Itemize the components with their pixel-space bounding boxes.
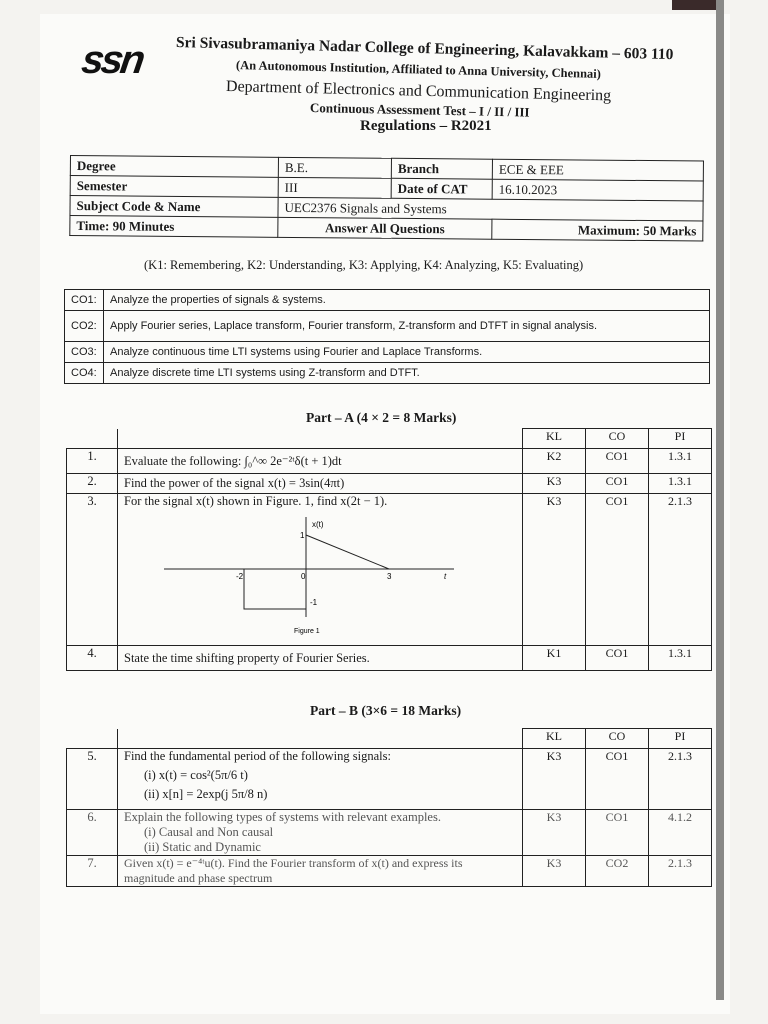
part-b-title: Part – B (3×6 = 18 Marks) bbox=[310, 703, 462, 718]
semester-label: Semester bbox=[70, 176, 278, 198]
question-number: 2. bbox=[67, 474, 118, 494]
tick-label: -1 bbox=[310, 598, 318, 607]
question-cell bbox=[118, 810, 523, 856]
co-text: Analyze discrete time LTI systems using Z-transform and DTFT. bbox=[104, 363, 710, 384]
co-row bbox=[65, 342, 710, 363]
part-a-title: Part – A (4 × 2 = 8 Marks) bbox=[306, 410, 457, 425]
question-text: Explain the following types of systems with relevant examples. bbox=[124, 810, 441, 824]
part-b-table bbox=[66, 728, 712, 887]
scan-edge bbox=[672, 0, 722, 10]
question-kl: K3 bbox=[523, 474, 586, 494]
question-text: Find the power of the signal x(t) = 3sin(4πt) bbox=[118, 474, 523, 494]
col-pi: PI bbox=[649, 429, 712, 449]
time-label: Time: 90 Minutes bbox=[70, 216, 278, 238]
knowledge-levels: (K1: Remembering, K2: Understanding, K3: Applying, K4: Analyzing, K5: Evaluating) bbox=[144, 258, 584, 272]
question-kl: K1 bbox=[523, 646, 586, 671]
semester-value: III bbox=[278, 177, 391, 198]
college-name: Sri Sivasubramaniya Nadar College of Engineering, Kalavakkam – 603 110 bbox=[175, 34, 674, 64]
college-affiliation: (An Autonomous Institution, Affiliated to Anna University, Chennai) bbox=[235, 58, 602, 81]
question-pi: 1.3.1 bbox=[649, 449, 712, 474]
co-label: CO2: bbox=[65, 311, 104, 342]
max-marks: Maximum: 50 Marks bbox=[492, 219, 703, 241]
co-row bbox=[65, 290, 710, 311]
question-kl: K3 bbox=[523, 810, 586, 856]
question-number: 1. bbox=[67, 449, 118, 474]
question-row bbox=[67, 749, 712, 810]
question-pi: 2.1.3 bbox=[649, 749, 712, 810]
question-subpart: (ii) Static and Dynamic bbox=[144, 840, 261, 854]
tick-label: -2 bbox=[236, 572, 244, 581]
co-row bbox=[65, 311, 710, 342]
scan-edge bbox=[716, 0, 724, 1000]
department-name: Department of Electronics and Communication Engineering bbox=[225, 78, 612, 105]
question-subpart: (ii) x[n] = 2exp(j 5π/8 n) bbox=[144, 787, 268, 801]
col-kl: KL bbox=[523, 729, 586, 749]
question-row bbox=[67, 810, 712, 856]
question-row bbox=[67, 494, 712, 646]
question-row bbox=[67, 474, 712, 494]
question-kl: K3 bbox=[523, 494, 586, 646]
y-axis-label: x(t) bbox=[312, 520, 324, 529]
tick-label: 3 bbox=[387, 572, 392, 581]
degree-label: Degree bbox=[70, 156, 278, 178]
question-row bbox=[67, 646, 712, 671]
co-text: Analyze continuous time LTI systems using Fourier and Laplace Transforms. bbox=[104, 342, 710, 363]
question-text: State the time shifting property of Fourier Series. bbox=[118, 646, 523, 671]
question-number: 6. bbox=[67, 810, 118, 856]
date-value: 16.10.2023 bbox=[492, 179, 703, 201]
question-pi: 2.1.3 bbox=[649, 856, 712, 887]
co-row bbox=[65, 363, 710, 384]
co-text: Analyze the properties of signals & systems. bbox=[104, 290, 710, 311]
question-number: 3. bbox=[67, 494, 118, 646]
co-label: CO3: bbox=[65, 342, 104, 363]
answer-all: Answer All Questions bbox=[278, 217, 492, 239]
question-co: CO1 bbox=[586, 474, 649, 494]
question-cell bbox=[118, 494, 523, 646]
course-outcomes-table bbox=[64, 289, 710, 384]
subject-value: UEC2376 Signals and Systems bbox=[278, 197, 703, 221]
co-label: CO4: bbox=[65, 363, 104, 384]
question-pi: 1.3.1 bbox=[649, 646, 712, 671]
question-kl: K3 bbox=[523, 749, 586, 810]
tick-label: 0 bbox=[301, 572, 306, 581]
question-co: CO1 bbox=[586, 646, 649, 671]
signal-figure bbox=[144, 513, 474, 641]
col-co: CO bbox=[586, 429, 649, 449]
ramp-segment bbox=[306, 535, 389, 569]
question-kl: K2 bbox=[523, 449, 586, 474]
question-co: CO1 bbox=[586, 810, 649, 856]
exam-info-table bbox=[69, 155, 704, 242]
question-text: Evaluate the following: ∫₀^∞ 2e⁻²ᵗδ(t + 1)dt bbox=[118, 449, 523, 474]
question-pi: 4.1.2 bbox=[649, 810, 712, 856]
branch-value: ECE & EEE bbox=[492, 159, 703, 181]
x-axis-label: t bbox=[444, 572, 447, 581]
degree-value: B.E. bbox=[278, 157, 391, 178]
co-label: CO1: bbox=[65, 290, 104, 311]
col-co: CO bbox=[586, 729, 649, 749]
question-pi: 1.3.1 bbox=[649, 474, 712, 494]
question-co: CO2 bbox=[586, 856, 649, 887]
tick-label: 1 bbox=[300, 531, 305, 540]
question-co: CO1 bbox=[586, 449, 649, 474]
question-text: Find the fundamental period of the following signals: bbox=[124, 749, 391, 763]
question-number: 7. bbox=[67, 856, 118, 887]
question-cell bbox=[118, 749, 523, 810]
part-a-table bbox=[66, 428, 712, 671]
question-co: CO1 bbox=[586, 749, 649, 810]
question-co: CO1 bbox=[586, 494, 649, 646]
negative-segment bbox=[244, 569, 306, 609]
question-row bbox=[67, 449, 712, 474]
date-label: Date of CAT bbox=[391, 178, 492, 199]
question-subpart: (i) Causal and Non causal bbox=[144, 825, 274, 839]
test-name: Continuous Assessment Test – I / II / III bbox=[309, 100, 530, 120]
question-number: 5. bbox=[67, 749, 118, 810]
question-text: For the signal x(t) shown in Figure. 1, find x(2t − 1). bbox=[124, 494, 388, 508]
question-row bbox=[67, 856, 712, 887]
co-text: Apply Fourier series, Laplace transform, Fourier transform, Z-transform and DTFT in signal analysis. bbox=[104, 311, 710, 342]
subject-label: Subject Code & Name bbox=[70, 196, 278, 218]
question-number: 4. bbox=[67, 646, 118, 671]
question-pi: 2.1.3 bbox=[649, 494, 712, 646]
figure-caption: Figure 1 bbox=[294, 628, 320, 635]
question-text: Given x(t) = e⁻⁴ᵗu(t). Find the Fourier transform of x(t) and express its magnitude and phase spectrum bbox=[118, 856, 523, 887]
col-kl: KL bbox=[523, 429, 586, 449]
branch-label: Branch bbox=[391, 158, 492, 179]
question-kl: K3 bbox=[523, 856, 586, 887]
col-pi: PI bbox=[649, 729, 712, 749]
college-logo: ssn bbox=[78, 38, 146, 82]
regulations: Regulations – R2021 bbox=[360, 118, 492, 134]
question-subpart: (i) x(t) = cos²(5π/6 t) bbox=[144, 768, 248, 782]
